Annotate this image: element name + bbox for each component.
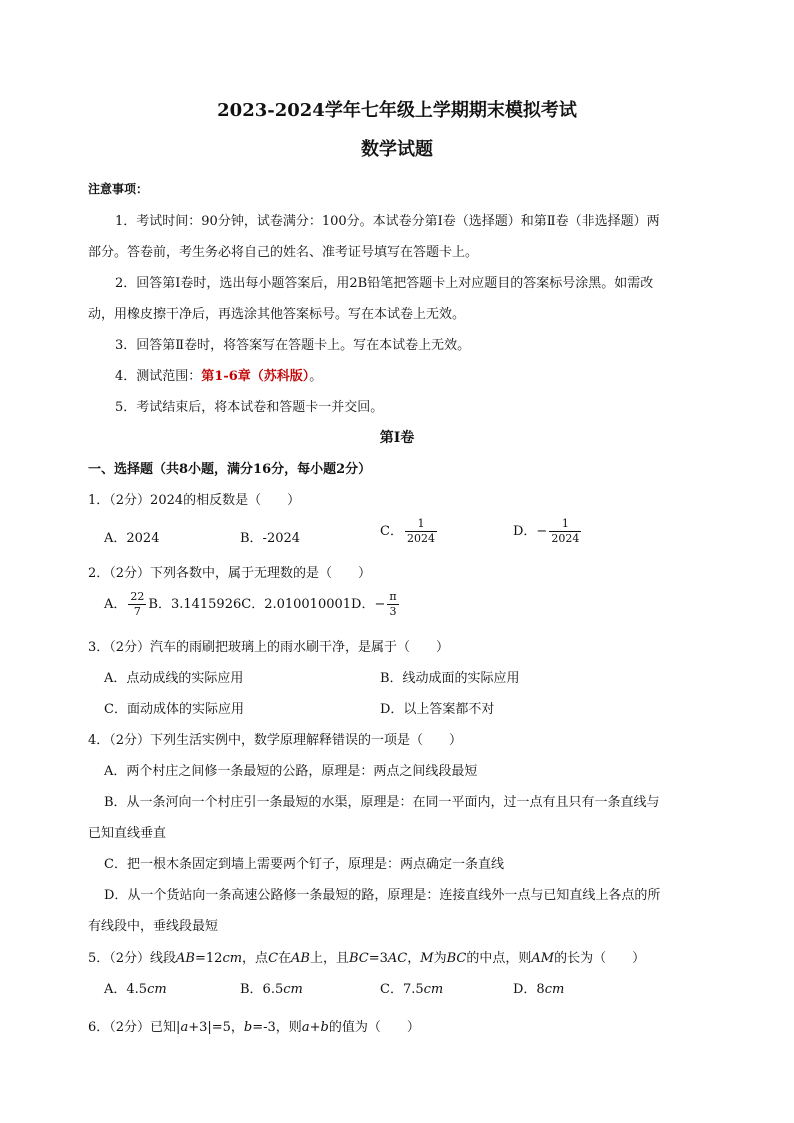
fraction-numerator: 1 — [405, 517, 437, 532]
q5-var: BC — [446, 951, 467, 966]
q2-options — [104, 590, 401, 619]
q5-unit: cm — [544, 982, 565, 997]
exam-subtitle: 数学试题 — [361, 139, 433, 160]
q6-text: 6．（2分）已知| — [88, 1020, 181, 1035]
q5-option-c — [380, 978, 443, 997]
notice-heading: 注意事项： — [88, 182, 149, 196]
q1-option-c-label: C． — [380, 524, 403, 539]
notice-3: 3．回答第Ⅱ卷时，将答案写在答题卡上。写在本试卷上无效。 — [115, 338, 471, 353]
q6-text: +3|=5， — [188, 1020, 244, 1035]
q6-var: b — [243, 1020, 253, 1035]
q6-text: 的值为（ ） — [328, 1020, 420, 1035]
q5-var: C — [268, 951, 279, 966]
q6-text: =-3，则 — [252, 1020, 302, 1035]
q1-option-b: B．-2024 — [240, 531, 301, 546]
q3-option-a: A．点动成线的实际应用 — [104, 671, 244, 686]
notice-1-line1: 1．考试时间：90分钟，试卷满分：100分。本试卷分第Ⅰ卷（选择题）和第Ⅱ卷（非选择题）两 — [115, 214, 660, 229]
q6-var: b — [320, 1020, 329, 1035]
q5-option-d — [513, 978, 564, 997]
q5-text: ，点 — [242, 951, 269, 966]
q3-option-b: B．线动成面的实际应用 — [380, 671, 520, 686]
q1-option-d-label: D．− — [513, 524, 548, 539]
q5-var: M — [420, 951, 434, 966]
q5-option-a — [104, 978, 167, 997]
notice-2-line2: 动，用橡皮擦干净后，再选涂其他答案标号。写在本试卷上无效。 — [88, 307, 466, 322]
fraction-denominator: 2024 — [551, 532, 580, 545]
q5-var: AB — [176, 951, 195, 966]
notice-4-scope: 第1-6章（苏科版） — [201, 369, 310, 384]
exam-title: 2023-2024学年七年级上学期期末模拟考试 — [217, 100, 577, 121]
q5-text: =3 — [368, 951, 388, 966]
q5-var: AB — [291, 951, 310, 966]
q6-stem — [88, 1016, 420, 1035]
q5-text: ， — [407, 951, 421, 966]
q5-var: AC — [387, 951, 408, 966]
q5-option-b-value: B．6.5 — [240, 982, 284, 997]
q2-option-a-fraction — [128, 590, 146, 619]
q6-var: a — [301, 1020, 310, 1035]
q5-option-d-value: D．8 — [513, 982, 545, 997]
fraction-denominator: 2024 — [406, 532, 435, 545]
q5-option-c-value: C．7.5 — [380, 982, 424, 997]
q5-text: 5．（2分）线段 — [88, 951, 177, 966]
q2-option-d-fraction — [387, 590, 398, 619]
q5-unit: cm — [222, 951, 243, 966]
q1-option-c — [380, 517, 439, 546]
q5-text: 为 — [433, 951, 447, 966]
part-title: 第Ⅰ卷 — [379, 430, 415, 446]
q3-option-d: D．以上答案都不对 — [380, 702, 495, 717]
q5-text: 的中点，则 — [466, 951, 532, 966]
q3-option-c: C．面动成体的实际应用 — [104, 702, 244, 717]
q5-unit: cm — [423, 982, 444, 997]
q4-option-b-line2: 已知直线垂直 — [88, 826, 167, 841]
notice-4-suffix: 。 — [309, 369, 323, 384]
q6-text: + — [309, 1020, 321, 1035]
section-heading: 一、选择题（共8小题，满分16分，每小题2分） — [88, 462, 372, 477]
fraction-numerator: 22 — [130, 590, 145, 603]
q1-option-c-fraction — [405, 517, 437, 546]
q4-option-c: C．把一根木条固定到墙上需要两个钉子，原理是：两点确定一条直线 — [104, 857, 504, 872]
q2-options-bcd: B．3.1415926C．2.010010001D．− — [148, 597, 386, 612]
q6-var: a — [180, 1020, 189, 1035]
q5-unit: cm — [147, 982, 167, 997]
q5-text: =12 — [195, 951, 223, 966]
fraction-numerator: π — [389, 590, 397, 603]
q2-stem: 2．（2分）下列各数中，属于无理数的是（ ） — [88, 566, 372, 581]
q5-option-b — [240, 978, 303, 997]
fraction-denominator: 3 — [389, 605, 397, 618]
q2-option-a-label: A． — [104, 597, 127, 612]
q5-unit: cm — [283, 982, 303, 997]
q1-option-d-fraction — [549, 517, 581, 546]
notice-2-line1: 2．回答第Ⅰ卷时，选出每小题答案后，用2B铅笔把答题卡上对应题目的答案标号涂黑。如需改 — [115, 276, 654, 291]
notice-1-line2: 部分。答卷前，考生务必将自己的姓名、准考证号填写在答题卡上。 — [88, 245, 479, 260]
q1-option-a: A．2024 — [104, 531, 160, 546]
notice-5: 5．考试结束后，将本试卷和答题卡一并交回。 — [115, 400, 384, 415]
fraction-numerator: 1 — [549, 517, 581, 532]
q4-option-a: A．两个村庄之间修一条最短的公路，原理是：两点之间线段最短 — [104, 764, 478, 779]
q5-text: 在 — [278, 951, 292, 966]
notice-4-prefix: 4．测试范围： — [115, 369, 202, 384]
q1-stem: 1．（2分）2024的相反数是（ ） — [88, 493, 301, 508]
fraction-denominator: 7 — [133, 605, 141, 618]
q5-var: AM — [531, 951, 555, 966]
q5-var: BC — [349, 951, 369, 966]
q4-option-d-line2: 有线段中，垂线段最短 — [88, 919, 219, 934]
q5-option-a-value: A．4.5 — [104, 982, 148, 997]
q5-text: 上，且 — [309, 951, 349, 966]
notice-4 — [115, 365, 322, 384]
q4-option-b-line1: B．从一条河向一个村庄引一条最短的水渠，原理是：在同一平面内，过一点有且只有一条直线与 — [104, 795, 660, 810]
q5-text: 的长为（ ） — [554, 951, 646, 966]
q4-stem: 4．（2分）下列生活实例中，数学原理解释错误的一项是（ ） — [88, 733, 463, 748]
q1-option-d — [513, 517, 583, 546]
q4-option-d-line1: D．从一个货站向一条高速公路修一条最短的路，原理是：连接直线外一点与已知直线上各点的所 — [104, 888, 661, 903]
q3-stem: 3．（2分）汽车的雨刷把玻璃上的雨水刷干净，是属于（ ） — [88, 640, 450, 655]
q5-stem — [88, 947, 645, 966]
